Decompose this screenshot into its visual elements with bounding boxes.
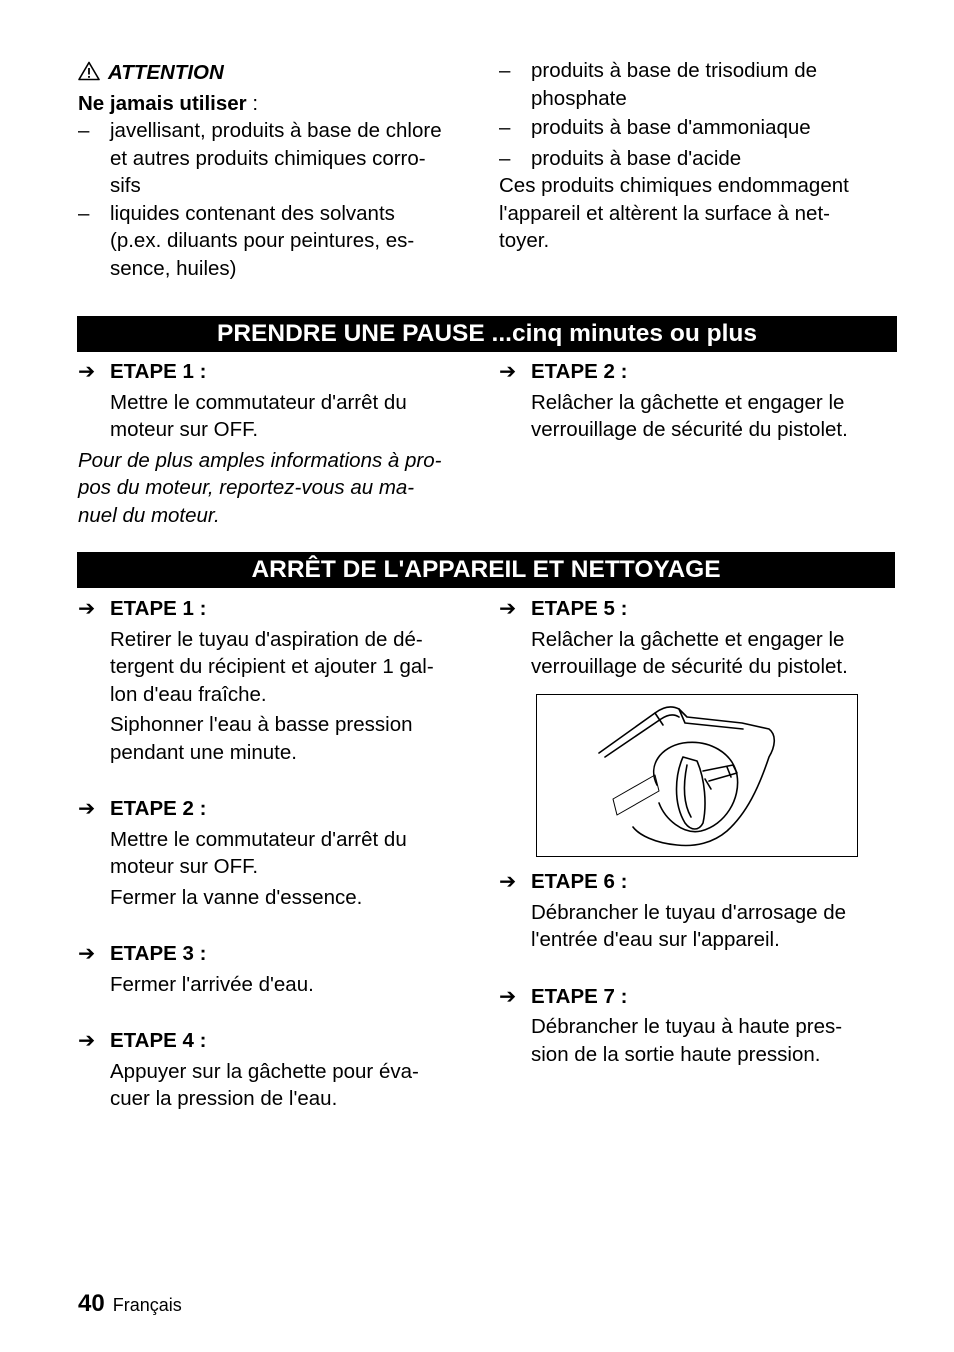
list-item: – liquides contenant des solvants (p.ex. diluants pour peintures, es- sence, huiles) [78, 201, 415, 280]
step-text: Débrancher le tuyau d'arrosage de l'entrée d'eau sur l'appareil. [531, 900, 847, 951]
never-use-line: Ne jamais utiliser : [78, 91, 259, 115]
step-text: Appuyer sur la gâchette pour éva- cuer la pression de l'eau. [110, 1059, 419, 1110]
section1-right [499, 358, 909, 444]
section2-right-lower [499, 868, 909, 1068]
section-title-pause: PRENDRE UNE PAUSE ...cinq minutes ou plus [77, 316, 897, 352]
arrow-right-icon: ➔ [499, 984, 517, 1008]
arrow-right-icon: ➔ [78, 1029, 96, 1052]
list-item: – produits à base d'acide [499, 146, 742, 170]
attention-heading [78, 59, 478, 87]
list-item: – produits à base d'ammoniaque [499, 116, 811, 139]
step-text: Mettre le commutateur d'arrêt du moteur sur OFF. [110, 827, 407, 878]
arrow-right-icon: ➔ [78, 360, 96, 383]
step-text: Retirer le tuyau d'aspiration de dé- tergent du récipient et ajouter 1 gal- lon d'eau fraîche. [110, 627, 434, 706]
page-language: Français [112, 1295, 182, 1315]
step-text: Débrancher le tuyau à haute pres- sion de la sortie haute pression. [531, 1015, 843, 1066]
step-text: Relâcher la gâchette et engager le verrouillage de sécurité du pistolet. [531, 390, 848, 441]
section2-left [78, 595, 478, 1113]
step-heading: ➔ ETAPE 2 : [78, 795, 478, 823]
step-heading: ➔ ETAPE 7 : [499, 983, 909, 1011]
section-title-shutdown: ARRÊT DE L'APPAREIL ET NETTOYAGE [77, 552, 895, 588]
chemicals-note: Ces produits chimiques endommagent l'appareil et altèrent la surface à net- toyer. [499, 174, 849, 252]
warning-triangle-icon [78, 61, 100, 81]
page-number: 40 [78, 1290, 105, 1317]
step-text: Siphonner l'eau à basse pression pendant une minute. [110, 713, 413, 764]
spray-gun-trigger-illustration [536, 694, 858, 857]
arrow-right-icon: ➔ [499, 870, 517, 893]
never-use-label: Ne jamais utiliser [78, 91, 247, 115]
arrow-right-icon: ➔ [78, 942, 96, 965]
step-text: Mettre le commutateur d'arrêt du moteur sur OFF. [110, 390, 407, 441]
step-text: Relâcher la gâchette et engager le verrouillage de sécurité du pistolet. [531, 627, 848, 678]
page-footer [78, 1290, 182, 1320]
step-text: Fermer l'arrivée d'eau. [110, 972, 314, 996]
step-heading: ➔ ETAPE 1 : [78, 595, 478, 623]
step-text: Fermer la vanne d'essence. [110, 885, 363, 909]
step-heading: ➔ ETAPE 6 : [499, 868, 909, 896]
arrow-right-icon: ➔ [499, 597, 517, 620]
arrow-right-icon: ➔ [78, 797, 96, 820]
list-item: – javellisant, produits à base de chlore et autres produits chimiques corro- sifs [78, 119, 442, 197]
spray-gun-trigger-icon [537, 695, 857, 856]
step-heading: ➔ ETAPE 5 : [499, 595, 909, 623]
step-heading: ➔ ETAPE 1 : [78, 358, 478, 386]
step-heading: ➔ ETAPE 3 : [78, 940, 478, 968]
attention-left [78, 59, 478, 282]
arrow-right-icon: ➔ [499, 360, 517, 383]
section1-left [78, 358, 478, 529]
engine-manual-note: Pour de plus amples informations à pro- pos du moteur, reportez-vous au ma- nuel du moteur. [78, 448, 442, 527]
attention-title: ATTENTION [108, 61, 224, 84]
step-heading: ➔ ETAPE 4 : [78, 1027, 478, 1055]
step-heading: ➔ ETAPE 2 : [499, 358, 909, 386]
section2-right [499, 595, 909, 681]
attention-right [499, 57, 909, 255]
arrow-right-icon: ➔ [78, 597, 96, 620]
list-item: – produits à base de trisodium de phosphate [499, 59, 818, 110]
